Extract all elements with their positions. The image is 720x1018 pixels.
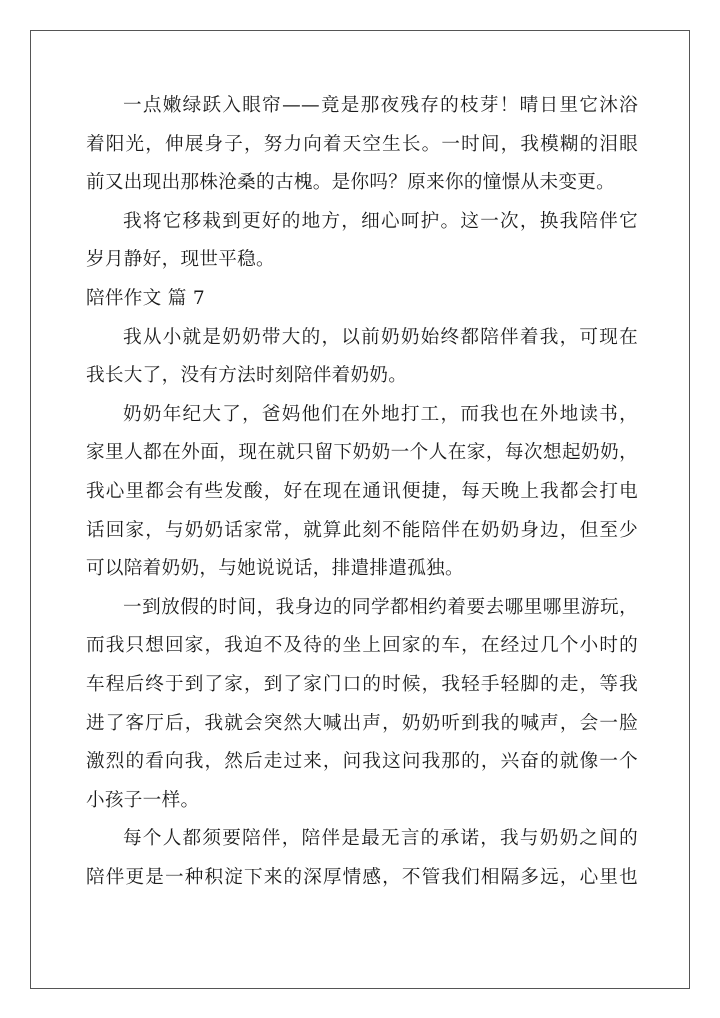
paragraph: [86, 87, 638, 203]
text-line: 一点嫩绿跃入眼帘——竟是那夜残存的枝芽！晴日里它沐浴: [123, 95, 638, 116]
text-line: 而我只想回家，我迫不及待的坐上回家的车，在经过几个小时的: [86, 635, 638, 657]
text-line: 一到放假的时间，我身边的同学都相约着要去哪里哪里游玩，: [123, 596, 638, 618]
text-line: 我长大了，没有方法时刻陪伴着奶奶。: [86, 365, 408, 387]
text-line: 陪伴更是一种积淀下来的深厚情感，不管我们相隔多远，心里也: [86, 866, 638, 888]
text-line: 我将它移栽到更好的地方，细心呵护。这一次，换我陪伴它: [123, 210, 638, 232]
text-line: 我心里都会有些发酸，好在现在通讯便捷，每天晚上我都会打电: [86, 480, 638, 502]
text-line: 小孩子一样。: [86, 789, 200, 811]
text-line: 车程后终于到了家，到了家门口的时候，我轻手轻脚的走，等我: [86, 673, 638, 695]
text-line: 家里人都在外面，现在就只留下奶奶一个人在家，每次想起奶奶，: [86, 442, 638, 464]
text-line: 奶奶年纪大了，爸妈他们在外地打工，而我也在外地读书，: [123, 403, 638, 425]
text-line: 前又出现出那株沧桑的古槐。是你吗？原来你的憧憬从未变更。: [86, 172, 616, 194]
text-line: 岁月静好，现世平稳。: [86, 249, 275, 271]
text-line: 激烈的看向我，然后走过来，问我这问我那的，兴奋的就像一个: [86, 751, 638, 773]
paragraph: [86, 589, 638, 821]
text-line: 进了客厅后，我就会突然大喊出声，奶奶听到我的喊声，会一脸: [86, 712, 638, 734]
section-heading: 陪伴作文 篇 7: [86, 287, 206, 309]
text-line: 我从小就是奶奶带大的，以前奶奶始终都陪伴着我，可现在: [123, 326, 638, 348]
text-line: 着阳光，伸展身子，努力向着天空生长。一时间，我模糊的泪眼: [86, 133, 638, 155]
text-line: 话回家，与奶奶话家常，就算此刻不能陪伴在奶奶身边，但至少: [86, 519, 638, 541]
document-body: [86, 87, 638, 897]
text-line: 每个人都须要陪伴，陪伴是最无言的承诺，我与奶奶之间的: [123, 828, 638, 850]
paragraph: [86, 396, 638, 589]
text-line: 可以陪着奶奶，与她说说话，排遣排遣孤独。: [86, 558, 464, 580]
paragraph: [86, 319, 638, 396]
paragraph: [86, 203, 638, 280]
paragraph: [86, 820, 638, 897]
